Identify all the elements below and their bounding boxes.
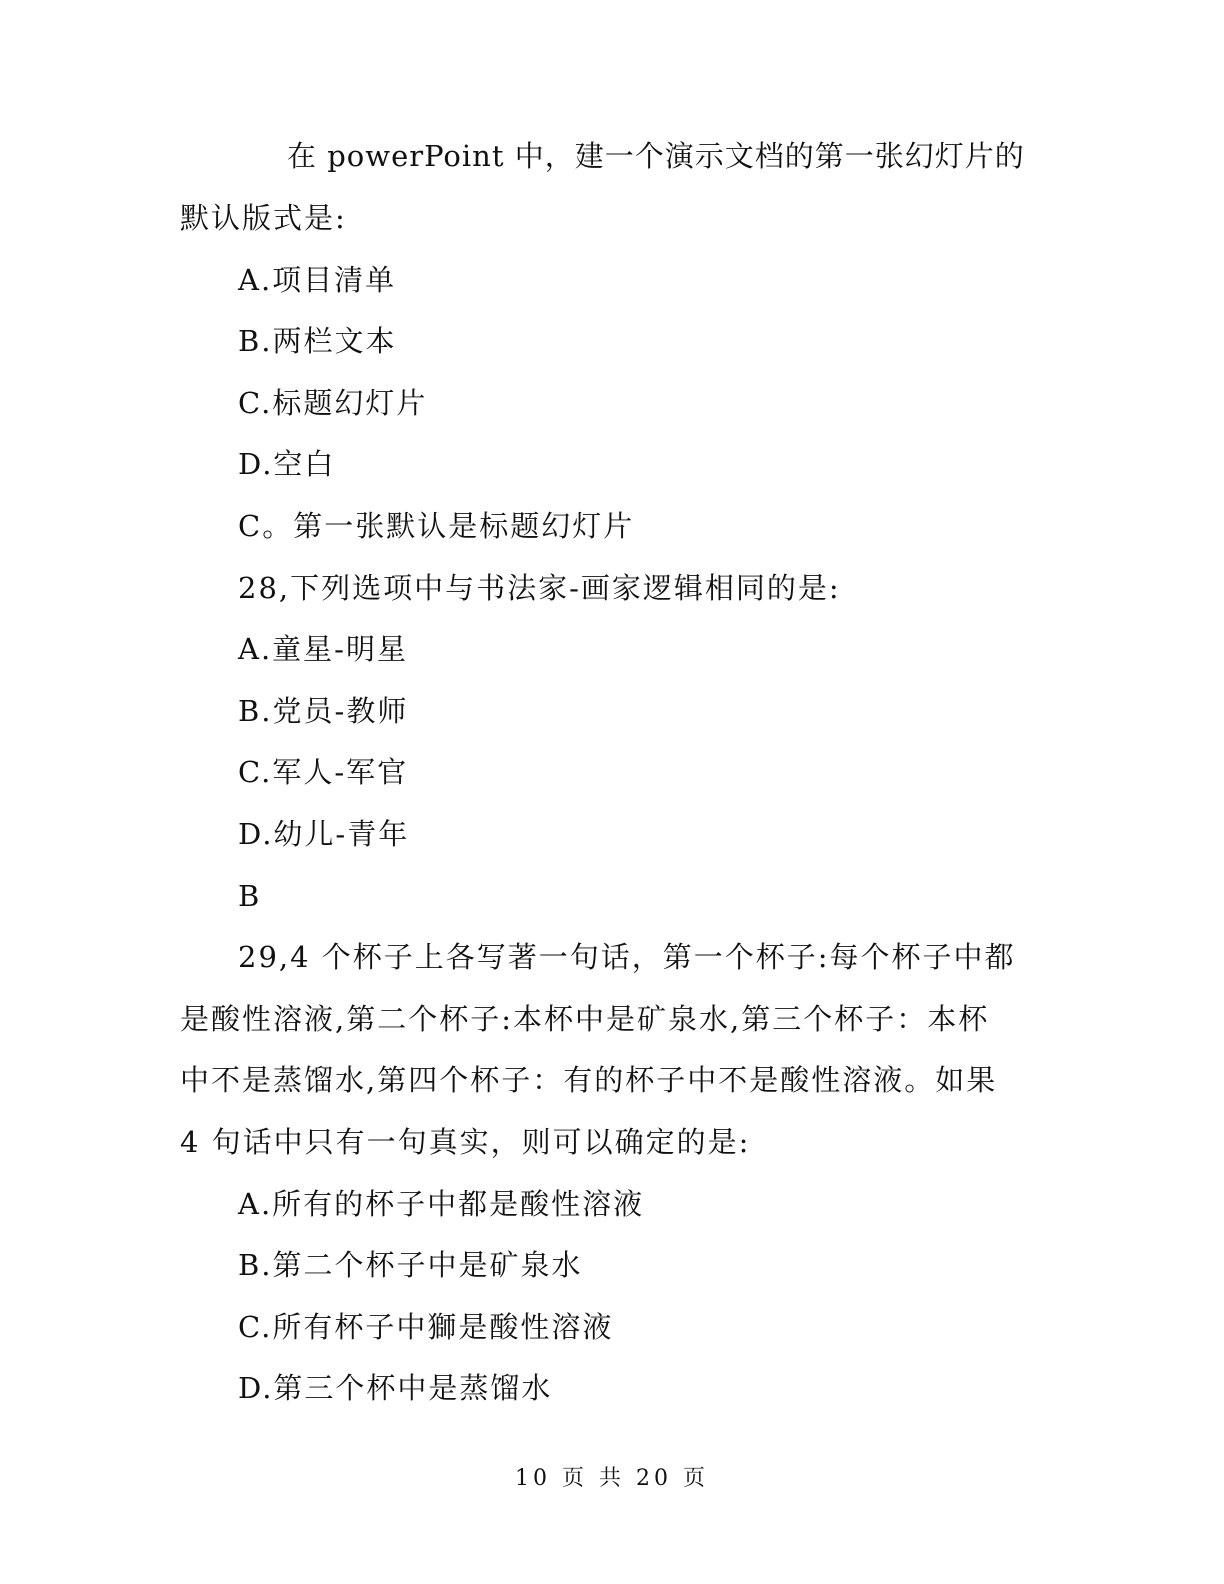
q29-option-d: D.第三个杯中是蒸馏水 xyxy=(238,1371,553,1405)
page-number-footer: 10 页 共 20 页 xyxy=(515,1466,709,1491)
q28-option-b: B.党员-教师 xyxy=(238,694,409,728)
q29-option-b: B.第二个杯子中是矿泉水 xyxy=(238,1248,583,1282)
q27-answer: C。第一张默认是标题幻灯片 xyxy=(238,509,635,543)
q29-stem-line-1: 29,4 个杯子上各写著一句话，第一个杯子:每个杯子中都 xyxy=(238,940,1016,974)
q28-answer: B xyxy=(238,879,262,913)
q27-option-a: A.项目清单 xyxy=(238,263,397,297)
q29-stem-line-3: 中不是蒸馏水,第四个杯子：有的杯子中不是酸性溶液。如果 xyxy=(180,1063,998,1097)
q29-stem-line-4: 4 句话中只有一句真实，则可以确定的是: xyxy=(180,1125,751,1159)
q27-stem-line-2: 默认版式是: xyxy=(180,201,347,235)
q27-stem-line-1: 在 powerPoint 中，建一个演示文档的第一张幻灯片的 xyxy=(287,139,1025,173)
q27-option-b: B.两栏文本 xyxy=(238,324,397,358)
q29-option-a: A.所有的杯子中都是酸性溶液 xyxy=(238,1187,645,1221)
q28-option-a: A.童星-明星 xyxy=(238,632,408,666)
q27-option-d: D.空白 xyxy=(238,447,336,481)
q29-option-c: C.所有杯子中獅是酸性溶液 xyxy=(238,1310,614,1344)
q29-stem-line-2: 是酸性溶液,第二个杯子:本杯中是矿泉水,第三个杯子：本杯 xyxy=(180,1002,990,1036)
q27-option-c: C.标题幻灯片 xyxy=(238,386,428,420)
q28-stem: 28,下列选项中与书法家-画家逻辑相同的是: xyxy=(238,571,841,605)
q28-option-d: D.幼儿-青年 xyxy=(238,817,410,851)
q28-option-c: C.军人-军官 xyxy=(238,755,409,789)
